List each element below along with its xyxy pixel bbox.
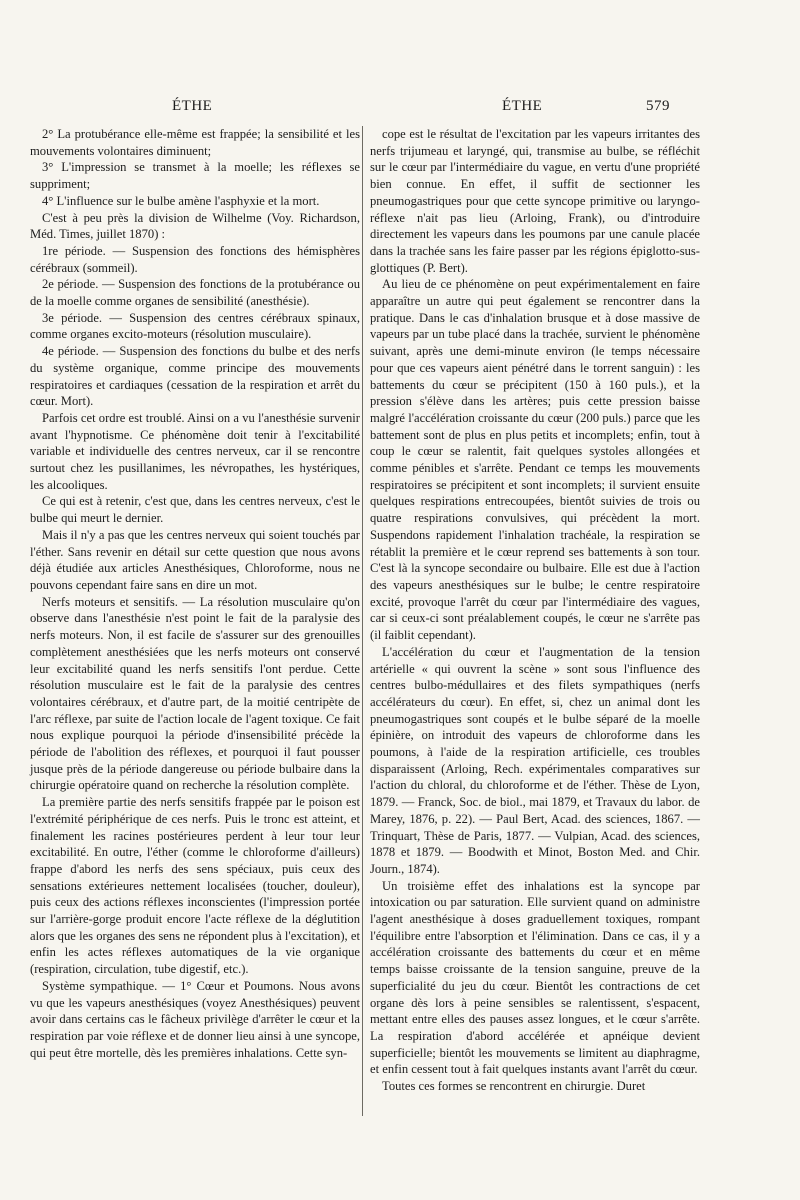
paragraph: 2° La protubérance elle-même est frappée; la sensibilité et les mouvements volontaires diminuent; (30, 127, 360, 158)
paragraph: 1re période. — Suspension des fonctions des hémisphères cérébraux (sommeil). (30, 243, 360, 275)
paragraph: C'est à peu près la division de Wilhelme (Voy. Richardson, Méd. Times, juillet 1870) : (30, 210, 360, 242)
paragraph: Ce qui est à retenir, c'est que, dans les centres nerveux, c'est le bulbe qui meurt le dernier. (30, 494, 360, 526)
paragraph: 2e période. — Suspension des fonctions de la protubérance ou de la moelle comme organes de sensibilité (anesthésie). (30, 277, 360, 309)
paragraph: La première partie des nerfs sensitifs frappée par le poison est l'extrémité périphérique de ces nerfs. Puis le tronc est atteint, et finalement les racines postérieures perdent à leur tour leur excitabilité. En outre, l'éther (comme le chloroforme d'ailleurs) frappe d'abord les nerfs des sens spéciaux, puis ceux des sensations extérieures nettement localisées (toucher, douleur), puis ceux des actions réflexes inconscientes (l'impression portée sur l'arrière-gorge produit encore l'acte réflexe de la déglutition alors que les organes des sens ne répondent plus à l'excitation), et enfin les actes réflexes automatiques de la vie organique (respiration, circulation, tube digestif, etc.). (30, 795, 360, 977)
paragraph: Nerfs moteurs et sensitifs. — La résolution musculaire qu'on observe dans l'anesthésie n'est point le fait de la paralysie des nerfs moteurs. Non, il est facile de s'assurer sur des grenouilles complètement anesthésiées que les nerfs moteurs ont conservé leur excitabilité quand les nerfs sensitifs l'ont perdue. Cette résolution musculaire est le fait de la paralysie des centres volontaires cérébraux, et d'autre part, de la moitié centripète de l'arc réflexe, par suite de l'action locale de l'agent toxique. Ce fait nous explique pourquoi la période d'insensibilité précède la période de l'abolition des réflexes, et pourquoi il faut pousser jusque près de la période dangereuse ou période bulbaire dans la chirurgie opératoire quand on recherche la résolution complète. (30, 594, 360, 793)
paragraph: 4e période. — Suspension des fonctions du bulbe et des nerfs du système organique, comme principe des mouvements respiratoires et cardiaques (cessation de la respiration et arrêt du cœur. Mort). (30, 344, 360, 409)
paragraph: Parfois cet ordre est troublé. Ainsi on a vu l'anesthésie survenir avant l'hypnotisme. Ce phénomène doit tenir à l'excitabilité variable et individuelle des centres nerveux, car il se rencontre surtout chez les pusillanimes, les névropathes, les hystériques, les alcooliques. (30, 410, 360, 492)
paragraph: 4° L'influence sur le bulbe amène l'asphyxie et la mort. (42, 193, 320, 208)
paragraph: 3° L'impression se transmet à la moelle; les réflexes se suppriment; (30, 160, 360, 192)
paragraph: Système sympathique. — 1° Cœur et Poumons. Nous avons vu que les vapeurs anesthésiques (voyez Anesthésiques) peuvent avoir dans certains cas le fâcheux privilège d'arrêter le cœur et la respiration par voie réflexe et de donner lieu ainsi à une syncope, qui peut être mortelle, dès les premières inhalations. Cette syn- (30, 978, 360, 1060)
paragraph: Au lieu de ce phénomène on peut expérimentalement en faire apparaître un autre qui peut également se rencontrer dans la pratique. Dans le cas d'inhalation brusque et à dose massive de vapeurs par un tube placé dans la trachée, survient le phénomène suivant, après une demi-minute environ (le temps nécessaire pour que ces vapeurs aient pénétré dans le torrent sanguin) : les battements du cœur se précipitent (150 à 160 puls.), et la pression s'élève dans les artères; puis cette pression baisse malgré l'accélération croissante du cœur (200 puls.) parce que les battement sont de plus en plus petits et incomplets; enfin, tout à coup le cœur se ralentit, fait quelques systoles allongées et comme pénibles et s'arrête. Pendant ce temps les mouvements respiratoires se précipitent et sont incomplets; il survient ensuite quelques respirations entrecoupées, bientôt suivies de trois ou quatre respirations convulsives, qui précèdent la mort. Suspendons rapidement l'inhalation trachéale, la respiration se rétablit la première et le cœur reprend ses battements à son tour. C'est là la syncope secondaire ou bulbaire. Elle est due à l'action des vapeurs anesthésiques sur le bulbe; le centre respiratoire excité, provoque l'arrêt du cœur par l'intermédiaire des vagues, car si ceux-ci sont préalablement coupés, le cœur ne s'arrête pas (il faiblit cependant). (370, 277, 700, 643)
left-column (30, 126, 360, 1061)
running-head-left: ÉTHE (172, 98, 213, 114)
paragraph: Mais il n'y a pas que les centres nerveux qui soient touchés par l'éther. Sans revenir en détail sur cette question que nous avons déjà étudiée aux articles Anesthésiques, Chloroforme, nous ne pouvons cependant faire sans en dire un mot. (30, 527, 360, 592)
right-column (370, 126, 700, 1095)
paragraph: Toutes ces formes se rencontrent en chirurgie. Duret (382, 1079, 646, 1094)
paragraph: 3e période. — Suspension des centres cérébraux spinaux, comme organes excito-moteurs (résolution musculaire). (30, 310, 360, 342)
page-number: 579 (646, 98, 670, 114)
paragraph: cope est le résultat de l'excitation par les vapeurs irritantes des nerfs trijumeau et laryngé, qui, transmise au bulbe, se réfléchit sur le cœur par l'intermédiaire du vague, en vertu d'une propriété bien connue. En effet, il suffit de sectionner les pneumogastriques pour que cette syncope primitive ou laryngo-réflexe n'ait pas lieu (Arloing, Frank), ou d'introduire directement les vapeurs dans les poumons par une canule placée dans la trachée sans les faire passer par les régions épiglotto-sus-glottiques (P. Bert). (370, 127, 700, 275)
running-head-right: ÉTHE (502, 98, 543, 114)
paragraph: L'accélération du cœur et l'augmentation de la tension artérielle « qui ouvrent la scène » sont sous l'influence des centres bulbo-médullaires et des filets sympathiques (nerfs accélérateurs du cœur). En effet, si, chez un animal dont les pneumogastriques sont coupés et le bulbe séparé de la moelle épinière, on introduit des vapeurs de chloroforme dans les poumons, à l'aide de la respiration artificielle, ces troubles disparaissent (Arloing, Rech. expérimentales comparatives sur l'action du chloral, du chloroforme et de l'éther. Thèse de Lyon, 1879. — Franck, Soc. de biol., mai 1879, et Travaux du labor. de Marey, 1876, p. 22). — Paul Bert, Acad. des sciences, 1867. — Trinquart, Thèse de Paris, 1877. — Vulpian, Acad. des sciences, 1878 et 1879. — Boodwith et Minot, Boston Med. and Chir. Journ., 1874). (370, 644, 700, 876)
paragraph: Un troisième effet des inhalations est la syncope par intoxication ou par saturation. Elle survient quand on administre l'agent anesthésique à doses graduellement toxiques, rompant l'équilibre entre l'absorption et l'élimination. Dans ce cas, il y a accélération croissante des battements du cœur et en même temps baisse croissante de la tension sanguine, preuve de la superficialité du jeu du cœur. Bientôt les contractions de cet organe dès lors à peine sensibles se ralentissent, s'espacent, mettant entre elles des pauses assez longues, et le cœur s'arrête. La respiration d'abord accélérée et apnéique devient superficielle; bientôt les mouvements se limitent au diaphragme, et enfin cessent tout à fait quelques instants avant l'arrêt du cœur. (370, 878, 700, 1077)
column-divider (362, 126, 363, 1116)
